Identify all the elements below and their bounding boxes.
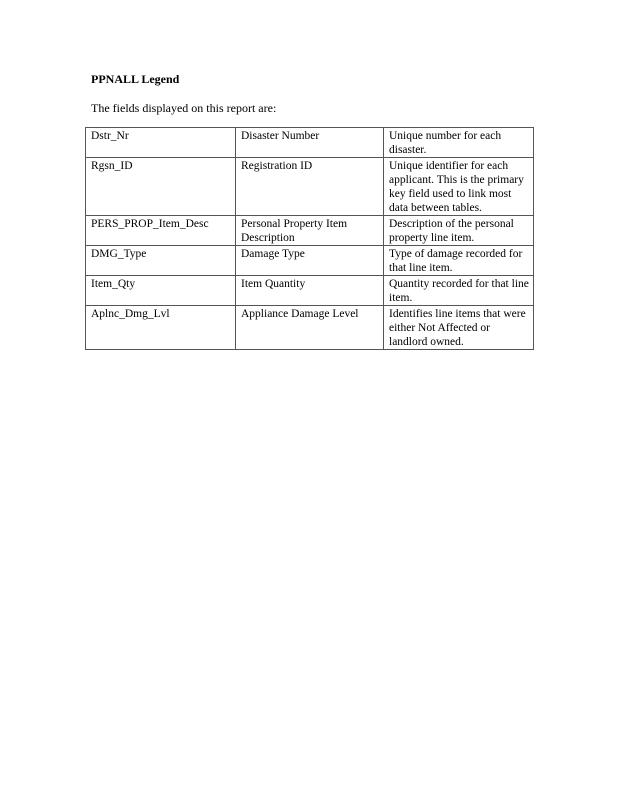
- table-row: [86, 246, 534, 276]
- table-row: [86, 158, 534, 216]
- table-row: [86, 276, 534, 306]
- table-row: [86, 216, 534, 246]
- field-code-cell: Rgsn_ID: [86, 158, 236, 216]
- field-code-cell: PERS_PROP_Item_Desc: [86, 216, 236, 246]
- field-description-cell: Unique identifier for each applicant. This is the primary key field used to link most data between tables.: [384, 158, 534, 216]
- field-code-cell: Dstr_Nr: [86, 128, 236, 158]
- field-name-cell: Appliance Damage Level: [236, 306, 384, 350]
- field-description-cell: Description of the personal property line item.: [384, 216, 534, 246]
- field-description-cell: Unique number for each disaster.: [384, 128, 534, 158]
- field-name-cell: Personal Property Item Description: [236, 216, 384, 246]
- table-row: [86, 128, 534, 158]
- field-code-cell: Aplnc_Dmg_Lvl: [86, 306, 236, 350]
- page-title: PPNALL Legend: [91, 72, 180, 86]
- field-description-cell: Type of damage recorded for that line item.: [384, 246, 534, 276]
- field-description-cell: Quantity recorded for that line item.: [384, 276, 534, 306]
- field-name-cell: Item Quantity: [236, 276, 384, 306]
- field-code-cell: Item_Qty: [86, 276, 236, 306]
- field-name-cell: Damage Type: [236, 246, 384, 276]
- field-code-cell: DMG_Type: [86, 246, 236, 276]
- table-row: [86, 306, 534, 350]
- legend-table: [85, 127, 534, 350]
- field-name-cell: Disaster Number: [236, 128, 384, 158]
- field-name-cell: Registration ID: [236, 158, 384, 216]
- intro-text: The fields displayed on this report are:: [91, 101, 277, 115]
- field-description-cell: Identifies line items that were either Not Affected or landlord owned.: [384, 306, 534, 350]
